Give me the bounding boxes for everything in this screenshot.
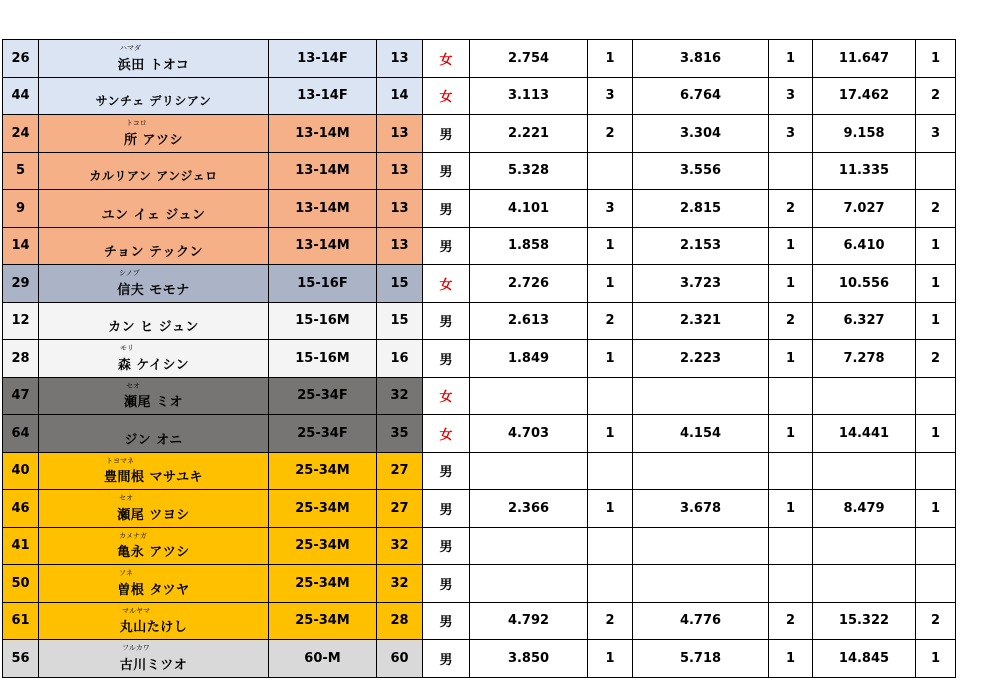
run1-time-cell: 4.101	[470, 190, 588, 228]
run2-time-cell: 2.153	[633, 227, 769, 265]
entry-number-cell: 40	[3, 452, 39, 490]
run2-time-cell: 3.816	[633, 40, 769, 78]
class-cell: 13-14M	[269, 227, 377, 265]
class-cell: 25-34M	[269, 527, 377, 565]
run2-time-cell: 3.678	[633, 490, 769, 528]
run2-rank-cell	[769, 377, 813, 415]
athlete-name: 瀬尾 ミオ	[123, 395, 184, 411]
table-row	[3, 152, 956, 190]
total-time-cell: 14.441	[813, 415, 916, 453]
run2-rank-cell: 1	[769, 415, 813, 453]
run1-time-cell	[470, 377, 588, 415]
final-rank-cell	[916, 452, 956, 490]
sex-cell: 男	[423, 602, 470, 640]
name-cell	[39, 190, 269, 228]
run2-time-cell: 6.764	[633, 77, 769, 115]
name-cell	[39, 527, 269, 565]
run2-time-cell	[633, 452, 769, 490]
total-time-cell: 15.322	[813, 602, 916, 640]
run1-rank-cell: 3	[588, 190, 633, 228]
run2-rank-cell: 1	[769, 340, 813, 378]
athlete-name: ユン イェ ジュン	[101, 207, 206, 223]
name-reading: モリ	[120, 344, 134, 352]
age-cell: 27	[377, 490, 423, 528]
sex-cell: 男	[423, 452, 470, 490]
table-row	[3, 340, 956, 378]
total-time-cell: 8.479	[813, 490, 916, 528]
name-cell	[39, 415, 269, 453]
age-cell: 32	[377, 527, 423, 565]
run1-rank-cell	[588, 565, 633, 603]
table-row	[3, 227, 956, 265]
run1-rank-cell: 1	[588, 415, 633, 453]
name-cell	[39, 602, 269, 640]
run2-time-cell	[633, 565, 769, 603]
athlete-name: 亀永 アツシ	[117, 545, 190, 561]
run2-time-cell: 2.321	[633, 302, 769, 340]
sex-cell: 男	[423, 227, 470, 265]
sex-cell: 男	[423, 527, 470, 565]
run1-rank-cell: 2	[588, 115, 633, 153]
run2-time-cell: 2.223	[633, 340, 769, 378]
run2-rank-cell	[769, 452, 813, 490]
athlete-name: 所 アツシ	[123, 132, 184, 148]
class-cell: 13-14F	[269, 77, 377, 115]
sex-cell: 男	[423, 640, 470, 678]
run2-rank-cell: 3	[769, 77, 813, 115]
entry-number-cell: 28	[3, 340, 39, 378]
results-table	[2, 39, 956, 678]
entry-number-cell: 64	[3, 415, 39, 453]
run1-rank-cell: 1	[588, 265, 633, 303]
total-time-cell: 6.327	[813, 302, 916, 340]
run1-rank-cell: 2	[588, 602, 633, 640]
athlete-name: カルリアン アンジェロ	[89, 169, 218, 184]
final-rank-cell: 1	[916, 415, 956, 453]
sex-cell: 女	[423, 377, 470, 415]
athlete-name: 豊間根 マサユキ	[103, 470, 203, 486]
class-cell: 25-34M	[269, 602, 377, 640]
class-cell: 15-16M	[269, 302, 377, 340]
run1-time-cell: 3.850	[470, 640, 588, 678]
table-row	[3, 640, 956, 678]
run1-time-cell: 1.858	[470, 227, 588, 265]
run2-rank-cell: 2	[769, 302, 813, 340]
run1-time-cell	[470, 527, 588, 565]
class-cell: 25-34F	[269, 377, 377, 415]
entry-number-cell: 56	[3, 640, 39, 678]
run1-rank-cell: 1	[588, 40, 633, 78]
run2-rank-cell: 1	[769, 640, 813, 678]
total-time-cell: 11.335	[813, 152, 916, 190]
sex-cell: 男	[423, 302, 470, 340]
sex-cell: 女	[423, 415, 470, 453]
name-cell	[39, 302, 269, 340]
final-rank-cell: 3	[916, 115, 956, 153]
run1-time-cell: 2.613	[470, 302, 588, 340]
total-time-cell: 11.647	[813, 40, 916, 78]
athlete-name: サンチェ デリシアン	[95, 94, 212, 109]
table-row	[3, 490, 956, 528]
run1-time-cell: 5.328	[470, 152, 588, 190]
run1-time-cell: 3.113	[470, 77, 588, 115]
name-reading: ハマダ	[120, 44, 141, 52]
age-cell: 28	[377, 602, 423, 640]
run1-time-cell: 1.849	[470, 340, 588, 378]
run2-time-cell: 3.304	[633, 115, 769, 153]
run1-time-cell: 2.726	[470, 265, 588, 303]
sex-cell: 女	[423, 265, 470, 303]
run1-rank-cell	[588, 527, 633, 565]
name-reading: カメナガ	[119, 531, 147, 540]
name-reading: マルヤマ	[122, 606, 150, 615]
entry-number-cell: 5	[3, 152, 39, 190]
entry-number-cell: 41	[3, 527, 39, 565]
run1-rank-cell	[588, 377, 633, 415]
class-cell: 15-16M	[269, 340, 377, 378]
run1-time-cell: 2.366	[470, 490, 588, 528]
run1-rank-cell: 1	[588, 640, 633, 678]
entry-number-cell: 44	[3, 77, 39, 115]
table-row	[3, 302, 956, 340]
entry-number-cell: 61	[3, 602, 39, 640]
entry-number-cell: 9	[3, 190, 39, 228]
run1-rank-cell: 1	[588, 227, 633, 265]
entry-number-cell: 24	[3, 115, 39, 153]
class-cell: 15-16F	[269, 265, 377, 303]
name-reading: セオ	[119, 494, 133, 502]
name-reading: シノブ	[119, 269, 140, 277]
table-row	[3, 265, 956, 303]
table-row	[3, 415, 956, 453]
name-reading: トコロ	[126, 119, 147, 127]
total-time-cell	[813, 565, 916, 603]
name-cell	[39, 452, 269, 490]
entry-number-cell: 14	[3, 227, 39, 265]
table-row	[3, 190, 956, 228]
name-cell	[39, 377, 269, 415]
athlete-name: 森 ケイシン	[117, 357, 190, 373]
age-cell: 15	[377, 265, 423, 303]
table-row	[3, 40, 956, 78]
class-cell: 60-M	[269, 640, 377, 678]
table-row	[3, 377, 956, 415]
table-row	[3, 602, 956, 640]
run1-time-cell	[470, 452, 588, 490]
athlete-name: カン ヒ ジュン	[108, 320, 199, 336]
final-rank-cell: 1	[916, 227, 956, 265]
name-cell	[39, 227, 269, 265]
age-cell: 27	[377, 452, 423, 490]
sex-cell: 男	[423, 115, 470, 153]
class-cell: 25-34M	[269, 565, 377, 603]
name-cell	[39, 115, 269, 153]
name-cell	[39, 640, 269, 678]
run2-time-cell: 3.556	[633, 152, 769, 190]
run2-rank-cell	[769, 152, 813, 190]
name-cell	[39, 152, 269, 190]
run1-time-cell: 2.221	[470, 115, 588, 153]
name-cell	[39, 77, 269, 115]
name-cell	[39, 40, 269, 78]
final-rank-cell	[916, 152, 956, 190]
age-cell: 13	[377, 40, 423, 78]
entry-number-cell: 50	[3, 565, 39, 603]
final-rank-cell	[916, 527, 956, 565]
sex-cell: 女	[423, 40, 470, 78]
age-cell: 13	[377, 115, 423, 153]
run2-time-cell	[633, 527, 769, 565]
run2-rank-cell	[769, 565, 813, 603]
sex-cell: 男	[423, 490, 470, 528]
run2-rank-cell: 2	[769, 602, 813, 640]
run2-time-cell: 4.776	[633, 602, 769, 640]
run2-time-cell: 5.718	[633, 640, 769, 678]
total-time-cell: 6.410	[813, 227, 916, 265]
entry-number-cell: 47	[3, 377, 39, 415]
total-time-cell	[813, 452, 916, 490]
sex-cell: 男	[423, 340, 470, 378]
class-cell: 25-34M	[269, 452, 377, 490]
age-cell: 32	[377, 377, 423, 415]
athlete-name: 古川ミツオ	[119, 657, 188, 673]
age-cell: 15	[377, 302, 423, 340]
total-time-cell: 10.556	[813, 265, 916, 303]
run1-rank-cell	[588, 152, 633, 190]
run2-rank-cell: 1	[769, 227, 813, 265]
athlete-name: 曽根 タツヤ	[117, 582, 190, 598]
final-rank-cell: 1	[916, 490, 956, 528]
class-cell: 13-14M	[269, 152, 377, 190]
age-cell: 60	[377, 640, 423, 678]
age-cell: 16	[377, 340, 423, 378]
athlete-name: 瀬尾 ツヨシ	[117, 507, 190, 523]
name-cell	[39, 490, 269, 528]
run1-rank-cell: 1	[588, 490, 633, 528]
age-cell: 14	[377, 77, 423, 115]
athlete-name: ジン オニ	[124, 432, 183, 448]
name-reading: ソネ	[119, 569, 133, 577]
final-rank-cell: 1	[916, 40, 956, 78]
age-cell: 13	[377, 190, 423, 228]
class-cell: 13-14M	[269, 115, 377, 153]
table-row	[3, 77, 956, 115]
run1-rank-cell: 2	[588, 302, 633, 340]
final-rank-cell: 1	[916, 640, 956, 678]
class-cell: 25-34M	[269, 490, 377, 528]
final-rank-cell	[916, 377, 956, 415]
run2-rank-cell: 3	[769, 115, 813, 153]
age-cell: 13	[377, 227, 423, 265]
name-cell	[39, 565, 269, 603]
entry-number-cell: 12	[3, 302, 39, 340]
run1-time-cell: 4.792	[470, 602, 588, 640]
entry-number-cell: 26	[3, 40, 39, 78]
sex-cell: 女	[423, 77, 470, 115]
run2-time-cell: 3.723	[633, 265, 769, 303]
total-time-cell: 14.845	[813, 640, 916, 678]
run1-time-cell: 4.703	[470, 415, 588, 453]
table-row	[3, 452, 956, 490]
athlete-name: 信夫 モモナ	[117, 282, 190, 298]
sex-cell: 男	[423, 152, 470, 190]
age-cell: 35	[377, 415, 423, 453]
name-reading: フルカワ	[122, 644, 150, 652]
run2-time-cell: 2.815	[633, 190, 769, 228]
run1-time-cell	[470, 565, 588, 603]
class-cell: 25-34F	[269, 415, 377, 453]
table-row	[3, 115, 956, 153]
name-reading: セオ	[126, 381, 140, 390]
name-reading: トヨマネ	[106, 456, 134, 465]
name-cell	[39, 265, 269, 303]
athlete-name: 浜田 トオコ	[117, 57, 190, 73]
final-rank-cell: 2	[916, 602, 956, 640]
total-time-cell: 17.462	[813, 77, 916, 115]
run1-time-cell: 2.754	[470, 40, 588, 78]
run2-rank-cell: 1	[769, 490, 813, 528]
age-cell: 13	[377, 152, 423, 190]
results-table-body	[3, 40, 956, 678]
run2-rank-cell: 1	[769, 265, 813, 303]
final-rank-cell: 1	[916, 265, 956, 303]
class-cell: 13-14M	[269, 190, 377, 228]
name-cell	[39, 340, 269, 378]
final-rank-cell: 2	[916, 190, 956, 228]
run1-rank-cell: 1	[588, 340, 633, 378]
table-row	[3, 527, 956, 565]
athlete-name: 丸山たけし	[119, 620, 188, 636]
run2-time-cell: 4.154	[633, 415, 769, 453]
run2-time-cell	[633, 377, 769, 415]
total-time-cell	[813, 527, 916, 565]
total-time-cell	[813, 377, 916, 415]
run1-rank-cell	[588, 452, 633, 490]
total-time-cell: 9.158	[813, 115, 916, 153]
final-rank-cell: 1	[916, 302, 956, 340]
run2-rank-cell: 1	[769, 40, 813, 78]
entry-number-cell: 46	[3, 490, 39, 528]
entry-number-cell: 29	[3, 265, 39, 303]
final-rank-cell: 2	[916, 77, 956, 115]
run2-rank-cell	[769, 527, 813, 565]
sex-cell: 男	[423, 190, 470, 228]
table-row	[3, 565, 956, 603]
total-time-cell: 7.027	[813, 190, 916, 228]
run2-rank-cell: 2	[769, 190, 813, 228]
run1-rank-cell: 3	[588, 77, 633, 115]
age-cell: 32	[377, 565, 423, 603]
final-rank-cell: 2	[916, 340, 956, 378]
total-time-cell: 7.278	[813, 340, 916, 378]
final-rank-cell	[916, 565, 956, 603]
athlete-name: チョン テックン	[103, 245, 204, 261]
class-cell: 13-14F	[269, 40, 377, 78]
sex-cell: 男	[423, 565, 470, 603]
